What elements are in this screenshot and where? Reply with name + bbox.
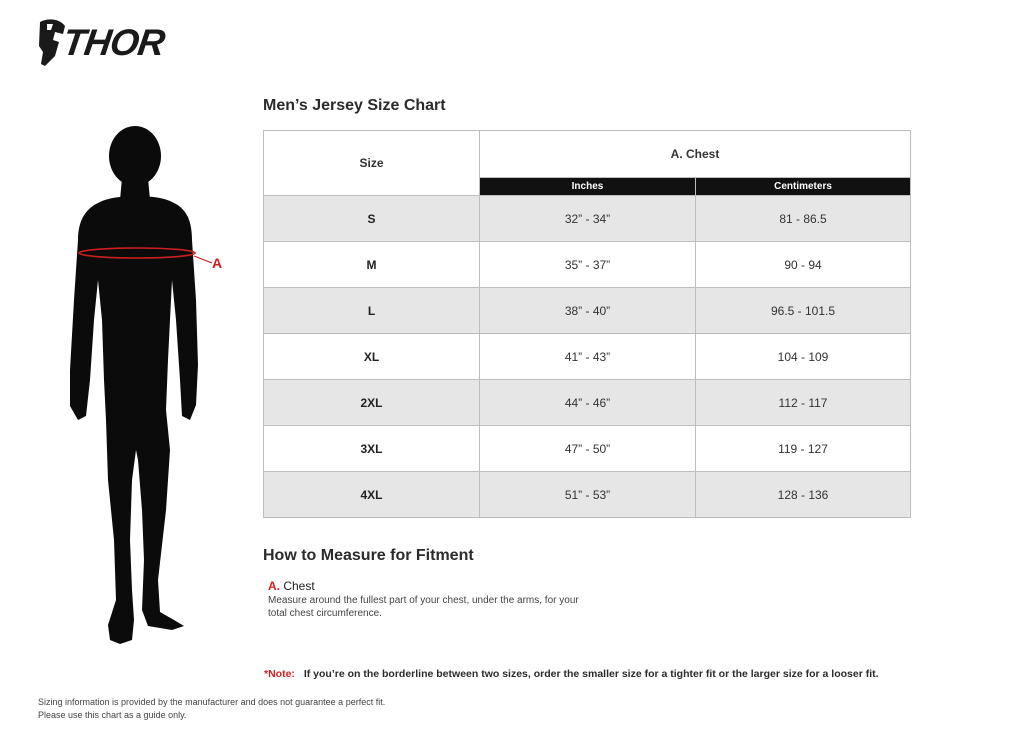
size-column-header: Size	[264, 131, 480, 196]
centimeters-cell: 119 - 127	[696, 426, 911, 472]
size-cell: M	[264, 242, 480, 288]
centimeters-column-header: Centimeters	[696, 177, 911, 195]
table-row	[264, 242, 911, 288]
centimeters-cell: 96.5 - 101.5	[696, 288, 911, 334]
size-cell: 4XL	[264, 472, 480, 518]
table-row	[264, 380, 911, 426]
inches-column-header: Inches	[480, 177, 696, 195]
size-cell: L	[264, 288, 480, 334]
size-chart-table	[263, 130, 911, 518]
disclaimer	[38, 696, 385, 722]
inches-cell: 41” - 43”	[480, 334, 696, 380]
note-text: If you’re on the borderline between two sizes, order the smaller size for a tighter fit or the larger size for a looser fit.	[303, 668, 879, 680]
size-cell: XL	[264, 334, 480, 380]
table-row	[264, 196, 911, 242]
inches-cell: 38” - 40”	[480, 288, 696, 334]
inches-cell: 44” - 46”	[480, 380, 696, 426]
size-cell: S	[264, 196, 480, 242]
brand-wordmark: THOR	[60, 22, 167, 63]
inches-cell: 32” - 34”	[480, 196, 696, 242]
centimeters-cell: 112 - 117	[696, 380, 911, 426]
disclaimer-line: Please use this chart as a guide only.	[38, 710, 187, 720]
table-row	[264, 472, 911, 518]
inches-cell: 47” - 50”	[480, 426, 696, 472]
table-row	[264, 288, 911, 334]
measure-desc-line: total chest circumference.	[268, 608, 382, 619]
size-cell: 2XL	[264, 380, 480, 426]
centimeters-cell: 128 - 136	[696, 472, 911, 518]
table-row	[264, 426, 911, 472]
centimeters-cell: 104 - 109	[696, 334, 911, 380]
measure-item-chest	[268, 579, 598, 620]
centimeters-cell: 90 - 94	[696, 242, 911, 288]
centimeters-cell: 81 - 86.5	[696, 196, 911, 242]
measure-item-label	[268, 579, 598, 593]
chest-marker-label: A	[212, 255, 223, 271]
table-row	[264, 334, 911, 380]
inches-cell: 35” - 37”	[480, 242, 696, 288]
note-label: *Note:	[264, 668, 295, 680]
size-cell: 3XL	[264, 426, 480, 472]
sizing-note	[264, 668, 879, 680]
brand-logo	[37, 16, 197, 70]
chart-title: Men’s Jersey Size Chart	[263, 97, 446, 114]
chest-group-header: A. Chest	[480, 131, 911, 178]
disclaimer-line: Sizing information is provided by the manufacturer and does not guarantee a perfect fit.	[38, 697, 386, 707]
body-silhouette-figure	[40, 120, 240, 670]
measure-section-title: How to Measure for Fitment	[263, 547, 474, 564]
measure-desc-line: Measure around the fullest part of your chest, under the arms, for your	[268, 595, 579, 606]
measure-item-letter: A.	[268, 579, 280, 593]
measure-item-description	[268, 594, 598, 620]
inches-cell: 51” - 53”	[480, 472, 696, 518]
measure-item-name: Chest	[283, 579, 315, 593]
